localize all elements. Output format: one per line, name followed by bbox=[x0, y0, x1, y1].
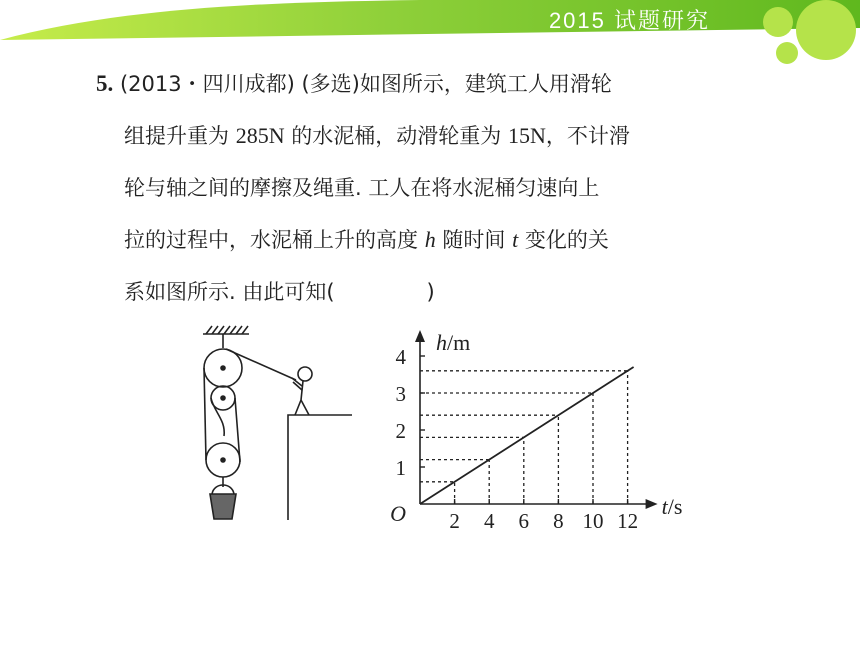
problem-line-4: 拉的过程中，水泥桶上升的高度 h 随时间 t 变化的关 bbox=[124, 227, 609, 252]
y-axis-var: h bbox=[436, 330, 447, 355]
problem-line-2: 组提升重为 285N 的水泥桶，动滑轮重为 15N，不计滑 bbox=[124, 123, 630, 148]
y-tick-label-1: 1 bbox=[395, 456, 406, 480]
y-tick-label-2: 2 bbox=[395, 419, 406, 443]
x-tick-label-8: 8 bbox=[553, 509, 564, 533]
x-tick-label-10: 10 bbox=[582, 509, 604, 533]
origin-label: O bbox=[390, 501, 406, 526]
y-tick-label-3: 3 bbox=[395, 382, 406, 406]
x-tick-label-2: 2 bbox=[449, 509, 460, 533]
problem-line-1: 5. (2013・四川成都) (多选)如图所示，建筑工人用滑轮 bbox=[96, 71, 612, 96]
x-axis-label bbox=[662, 494, 683, 519]
x-tick-label-4: 4 bbox=[483, 509, 495, 533]
x-tick-label-6: 6 bbox=[518, 509, 530, 533]
problem-line-5: 系如图所示. 由此可知( ) bbox=[124, 280, 435, 304]
y-axis-unit: /m bbox=[447, 330, 471, 355]
x-axis-var: t bbox=[661, 494, 668, 519]
problem-line-3: 轮与轴之间的摩擦及绳重. 工人在将水泥桶匀速向上 bbox=[124, 176, 600, 200]
problem-type: (多选) bbox=[301, 72, 360, 96]
problem-number: 5. bbox=[96, 71, 114, 96]
series-line bbox=[420, 367, 634, 504]
x-axis-arrow bbox=[646, 499, 658, 509]
y-tick-label-4: 4 bbox=[395, 345, 406, 369]
header-title: 2015 试题研究 bbox=[548, 8, 710, 33]
problem-source: (2013・四川成都) bbox=[119, 72, 295, 96]
y-axis-label bbox=[436, 330, 470, 355]
x-tick-label-12: 12 bbox=[617, 509, 639, 533]
y-axis-arrow bbox=[415, 330, 425, 342]
x-axis-unit: /s bbox=[667, 494, 683, 519]
